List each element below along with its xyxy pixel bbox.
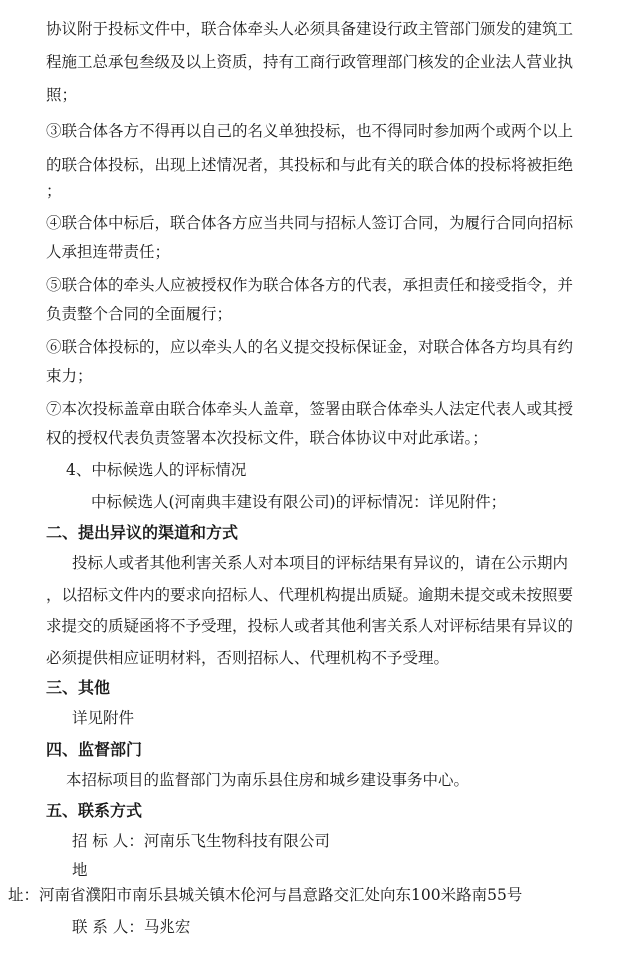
paragraph-line: 束力； — [46, 367, 93, 385]
contact-row-person — [72, 917, 190, 937]
contact-row-tenderer — [72, 831, 330, 851]
section-text-supervision: 本招标项目的监督部门为南乐县住房和城乡建设事务中心。 — [66, 771, 470, 789]
paragraph-line: 照； — [46, 86, 78, 104]
paragraph-line: ⑥联合体投标的，应以牵头人的名义提交投标保证金，对联合体各方均具有约 — [46, 338, 574, 356]
paragraph-line: ，以招标文件内的要求向招标人、代理机构提出质疑。逾期未提交或未按照要 — [46, 586, 574, 604]
contact-row-address — [8, 885, 522, 905]
contact-value: 马兆宏 — [143, 918, 191, 936]
section-heading-objection: 二、提出异议的渠道和方式 — [46, 523, 239, 542]
evaluation-item-title: 4、中标候选人的评标情况 — [66, 461, 247, 479]
paragraph-line: ④联合体中标后，联合体各方应当共同与招标人签订合同，为履行合同向招标 — [46, 214, 574, 232]
paragraph-line: ⑦本次投标盖章由联合体牵头人盖章，签署由联合体牵头人法定代表人或其授 — [46, 400, 574, 418]
paragraph-line: ⑤联合体的牵头人应被授权作为联合体各方的代表，承担责任和接受指令，并 — [46, 276, 574, 294]
section-heading-other: 三、其他 — [46, 678, 111, 697]
section-text-other: 详见附件 — [72, 709, 135, 727]
paragraph-line: 负责整个合同的全面履行； — [46, 305, 233, 323]
section-heading-supervision: 四、监督部门 — [46, 740, 143, 759]
address-value: 河南省濮阳市南乐县城关镇木伦河与昌意路交汇处向东100米路南55号 — [39, 886, 523, 904]
paragraph-line: 协议附于投标文件中，联合体牵头人必须具备建设行政主管部门颁发的建筑工 — [46, 20, 574, 38]
address-label-first: 地 — [72, 861, 88, 879]
paragraph-line: 求提交的质疑函将不予受理，投标人或者其他利害关系人对评标结果有异议的 — [46, 617, 574, 635]
tenderer-label: 招 标 人： — [72, 832, 144, 850]
paragraph-line: ； — [46, 182, 62, 200]
paragraph-line: 必须提供相应证明材料，否则招标人、代理机构不予受理。 — [46, 649, 450, 667]
paragraph-line: 的联合体投标，出现上述情况者，其投标和与此有关的联合体的投标将被拒绝 — [46, 156, 574, 174]
evaluation-item-text: 中标候选人(河南典丰建设有限公司)的评标情况：详见附件； — [91, 493, 507, 511]
contact-label: 联 系 人： — [72, 918, 144, 936]
paragraph-line: ③联合体各方不得再以自己的名义单独投标，也不得同时参加两个或两个以上 — [46, 122, 574, 140]
tenderer-value: 河南乐飞生物科技有限公司 — [143, 832, 330, 850]
address-label: 址： — [8, 886, 40, 904]
paragraph-line: 程施工总承包叁级及以上资质，持有工商行政管理部门核发的企业法人营业执 — [46, 53, 574, 71]
paragraph-line: 人承担连带责任； — [46, 243, 171, 261]
paragraph-line: 投标人或者其他利害关系人对本项目的评标结果有异议的，请在公示期内 — [72, 554, 569, 572]
paragraph-line: 权的授权代表负责签署本次投标文件，联合体协议中对此承诺。； — [46, 429, 488, 447]
section-heading-contact: 五、联系方式 — [46, 801, 143, 820]
